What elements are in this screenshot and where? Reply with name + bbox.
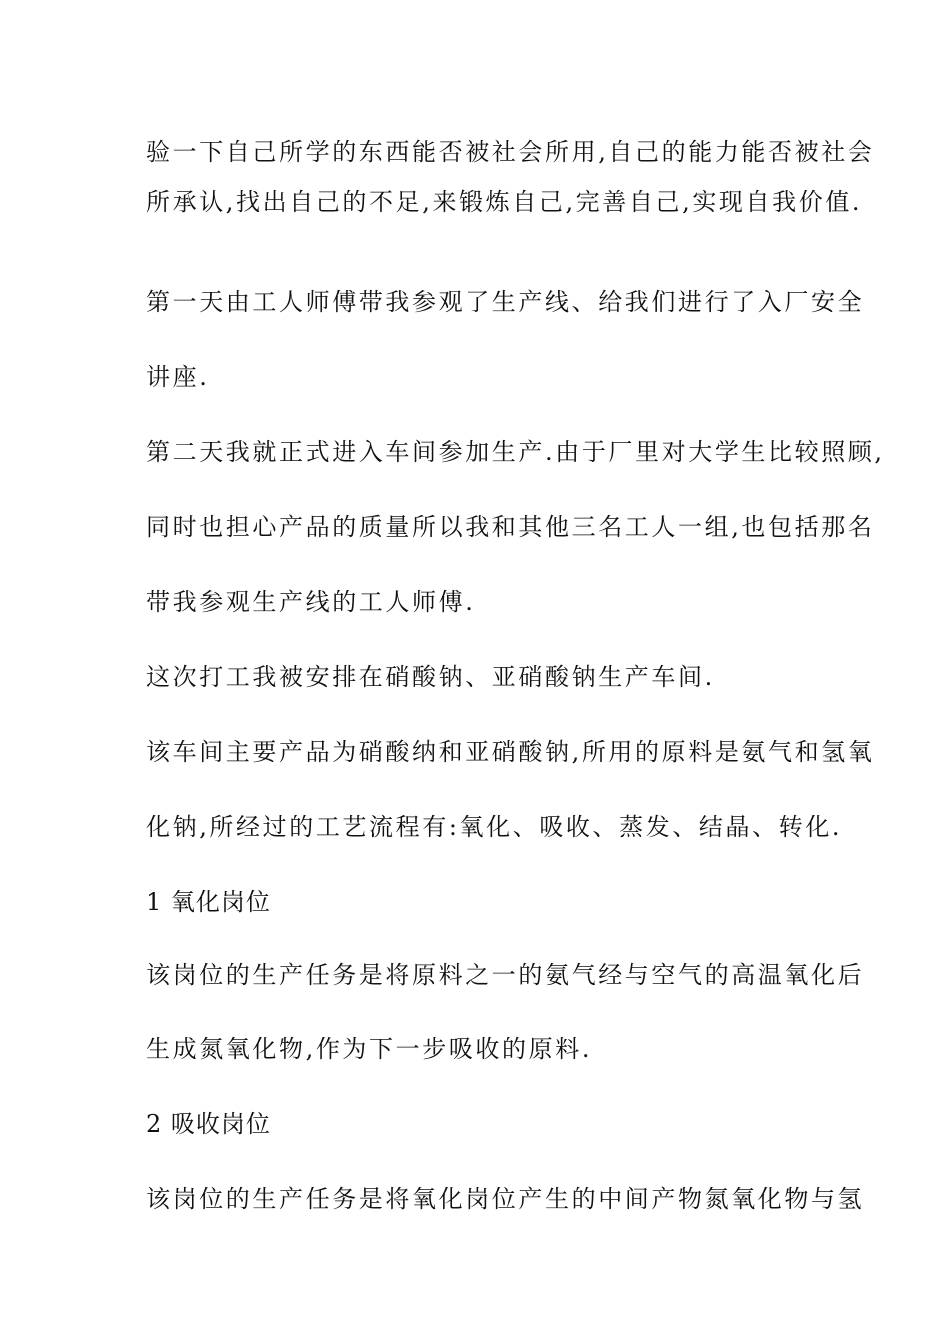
text-line: 讲座. (146, 363, 210, 391)
text-line: 所承认,找出自己的不足,来锻炼自己,完善自己,实现自我价值. (146, 188, 863, 216)
text-line: 该岗位的生产任务是将氧化岗位产生的中间产物氮氧化物与氢 (146, 1185, 865, 1213)
text-line: 验一下自己所学的东西能否被社会所用,自己的能力能否被社会 (146, 138, 875, 166)
text-line: 第二天我就正式进入车间参加生产.由于厂里对大学生比较照顾, (146, 438, 885, 466)
text-line: 该车间主要产品为硝酸纳和亚硝酸钠,所用的原料是氨气和氢氧 (146, 738, 875, 766)
text-line: 同时也担心产品的质量所以我和其他三名工人一组,也包括那名 (146, 513, 875, 541)
text-line: 该岗位的生产任务是将原料之一的氨气经与空气的高温氧化后 (146, 961, 865, 989)
section-heading: 1 氧化岗位 (146, 888, 271, 916)
text-line: 第一天由工人师傅带我参观了生产线、给我们进行了入厂安全 (146, 288, 865, 316)
text-line: 生成氮氧化物,作为下一步吸收的原料. (146, 1035, 593, 1063)
text-line: 这次打工我被安排在硝酸钠、亚硝酸钠生产车间. (146, 663, 715, 691)
section-heading: 2 吸收岗位 (146, 1110, 271, 1138)
text-line: 带我参观生产线的工人师傅. (146, 588, 476, 616)
text-line: 化钠,所经过的工艺流程有:氧化、吸收、蒸发、结晶、转化. (146, 813, 843, 841)
